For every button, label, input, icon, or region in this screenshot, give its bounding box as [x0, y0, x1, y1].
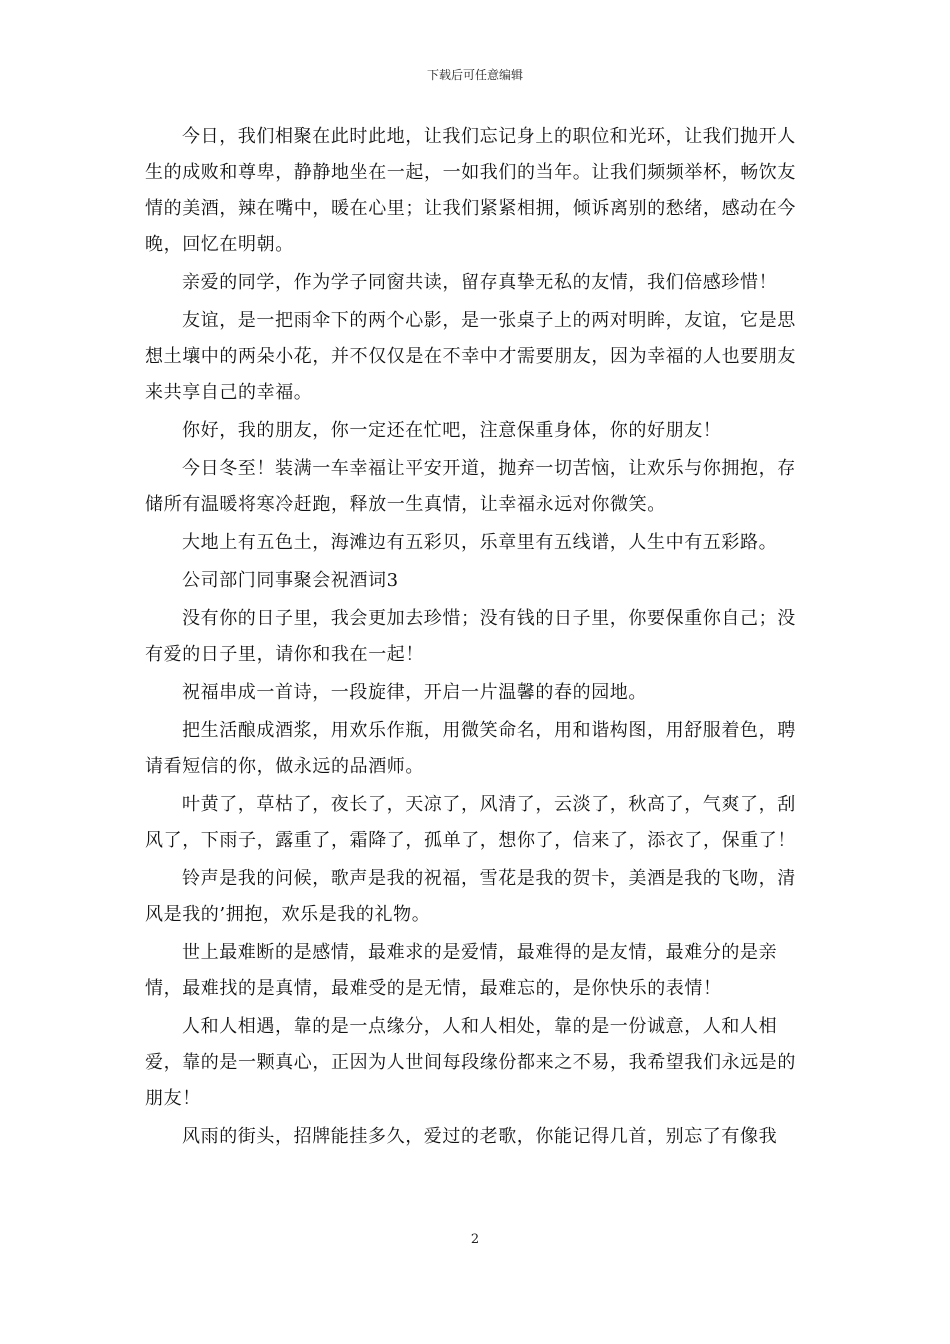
page-header: 下载后可任意编辑 [426, 68, 523, 82]
paragraph: 亲爱的同学，作为学子同窗共读，留存真挚无私的友情，我们倍感珍惜！ [182, 272, 778, 293]
paragraph: 今日，我们相聚在此时此地，让我们忘记身上的职位和光环，让我们抛开人生的成败和尊卑，静静地坐在一起，一如我们的当年。让我们频频举杯，畅饮友情的美酒，辣在嘴中，暖在心里；让我们紧紧相拥，倾诉离别的愁绪，感动在今晚，回忆在明朝。 [145, 126, 796, 255]
paragraph: 祝福串成一首诗，一段旋律，开启一片温馨的春的园地。 [182, 682, 647, 703]
page-number: 2 [470, 1232, 480, 1247]
paragraph: 世上最难断的是感情，最难求的是爱情，最难得的是友情，最难分的是亲情，最难找的是真情，最难受的是无情，最难忘的，是你快乐的表情！ [145, 942, 778, 999]
paragraph: 你好，我的朋友，你一定还在忙吧，注意保重身体，你的好朋友！ [182, 420, 722, 441]
paragraph: 铃声是我的问候，歌声是我的祝福，雪花是我的贺卡，美酒是我的飞吻，清风是我的’拥抱，欢乐是我的礼物。 [145, 868, 796, 925]
document-body [145, 119, 811, 1157]
paragraph: 风雨的街头，招牌能挂多久，爱过的老歌，你能记得几首，别忘了有像我 [182, 1126, 778, 1147]
paragraph: 把生活酿成酒浆，用欢乐作瓶，用微笑命名，用和谐构图，用舒服着色，聘请看短信的你，做永远的品酒师。 [145, 720, 796, 777]
paragraph: 人和人相遇，靠的是一点缘分，人和人相处，靠的是一份诚意，人和人相爱，靠的是一颗真心，正因为人世间每段缘份都来之不易，我希望我们永远是的朋友！ [145, 1016, 796, 1109]
paragraph: 今日冬至！装满一车幸福让平安开道，抛弃一切苦恼，让欢乐与你拥抱，存储所有温暖将寒冷赶跑，释放一生真情，让幸福永远对你微笑。 [145, 458, 796, 515]
paragraph: 没有你的日子里，我会更加去珍惜；没有钱的日子里，你要保重你自己；没有爱的日子里，请你和我在一起！ [145, 608, 796, 665]
paragraph: 大地上有五色土，海滩边有五彩贝，乐章里有五线谱，人生中有五彩路。 [182, 532, 778, 553]
section-heading: 公司部门同事聚会祝酒词3 [182, 570, 399, 591]
paragraph: 叶黄了，草枯了，夜长了，天凉了，风清了，云淡了，秋高了，气爽了，刮风了，下雨子，露重了，霜降了，孤单了，想你了，信来了，添衣了，保重了！ [145, 794, 796, 851]
paragraph: 友谊，是一把雨伞下的两个心影，是一张桌子上的两对明眸，友谊，它是思想土壤中的两朵小花，并不仅仅是在不幸中才需要朋友，因为幸福的人也要朋友来共享自己的幸福。 [145, 310, 796, 403]
